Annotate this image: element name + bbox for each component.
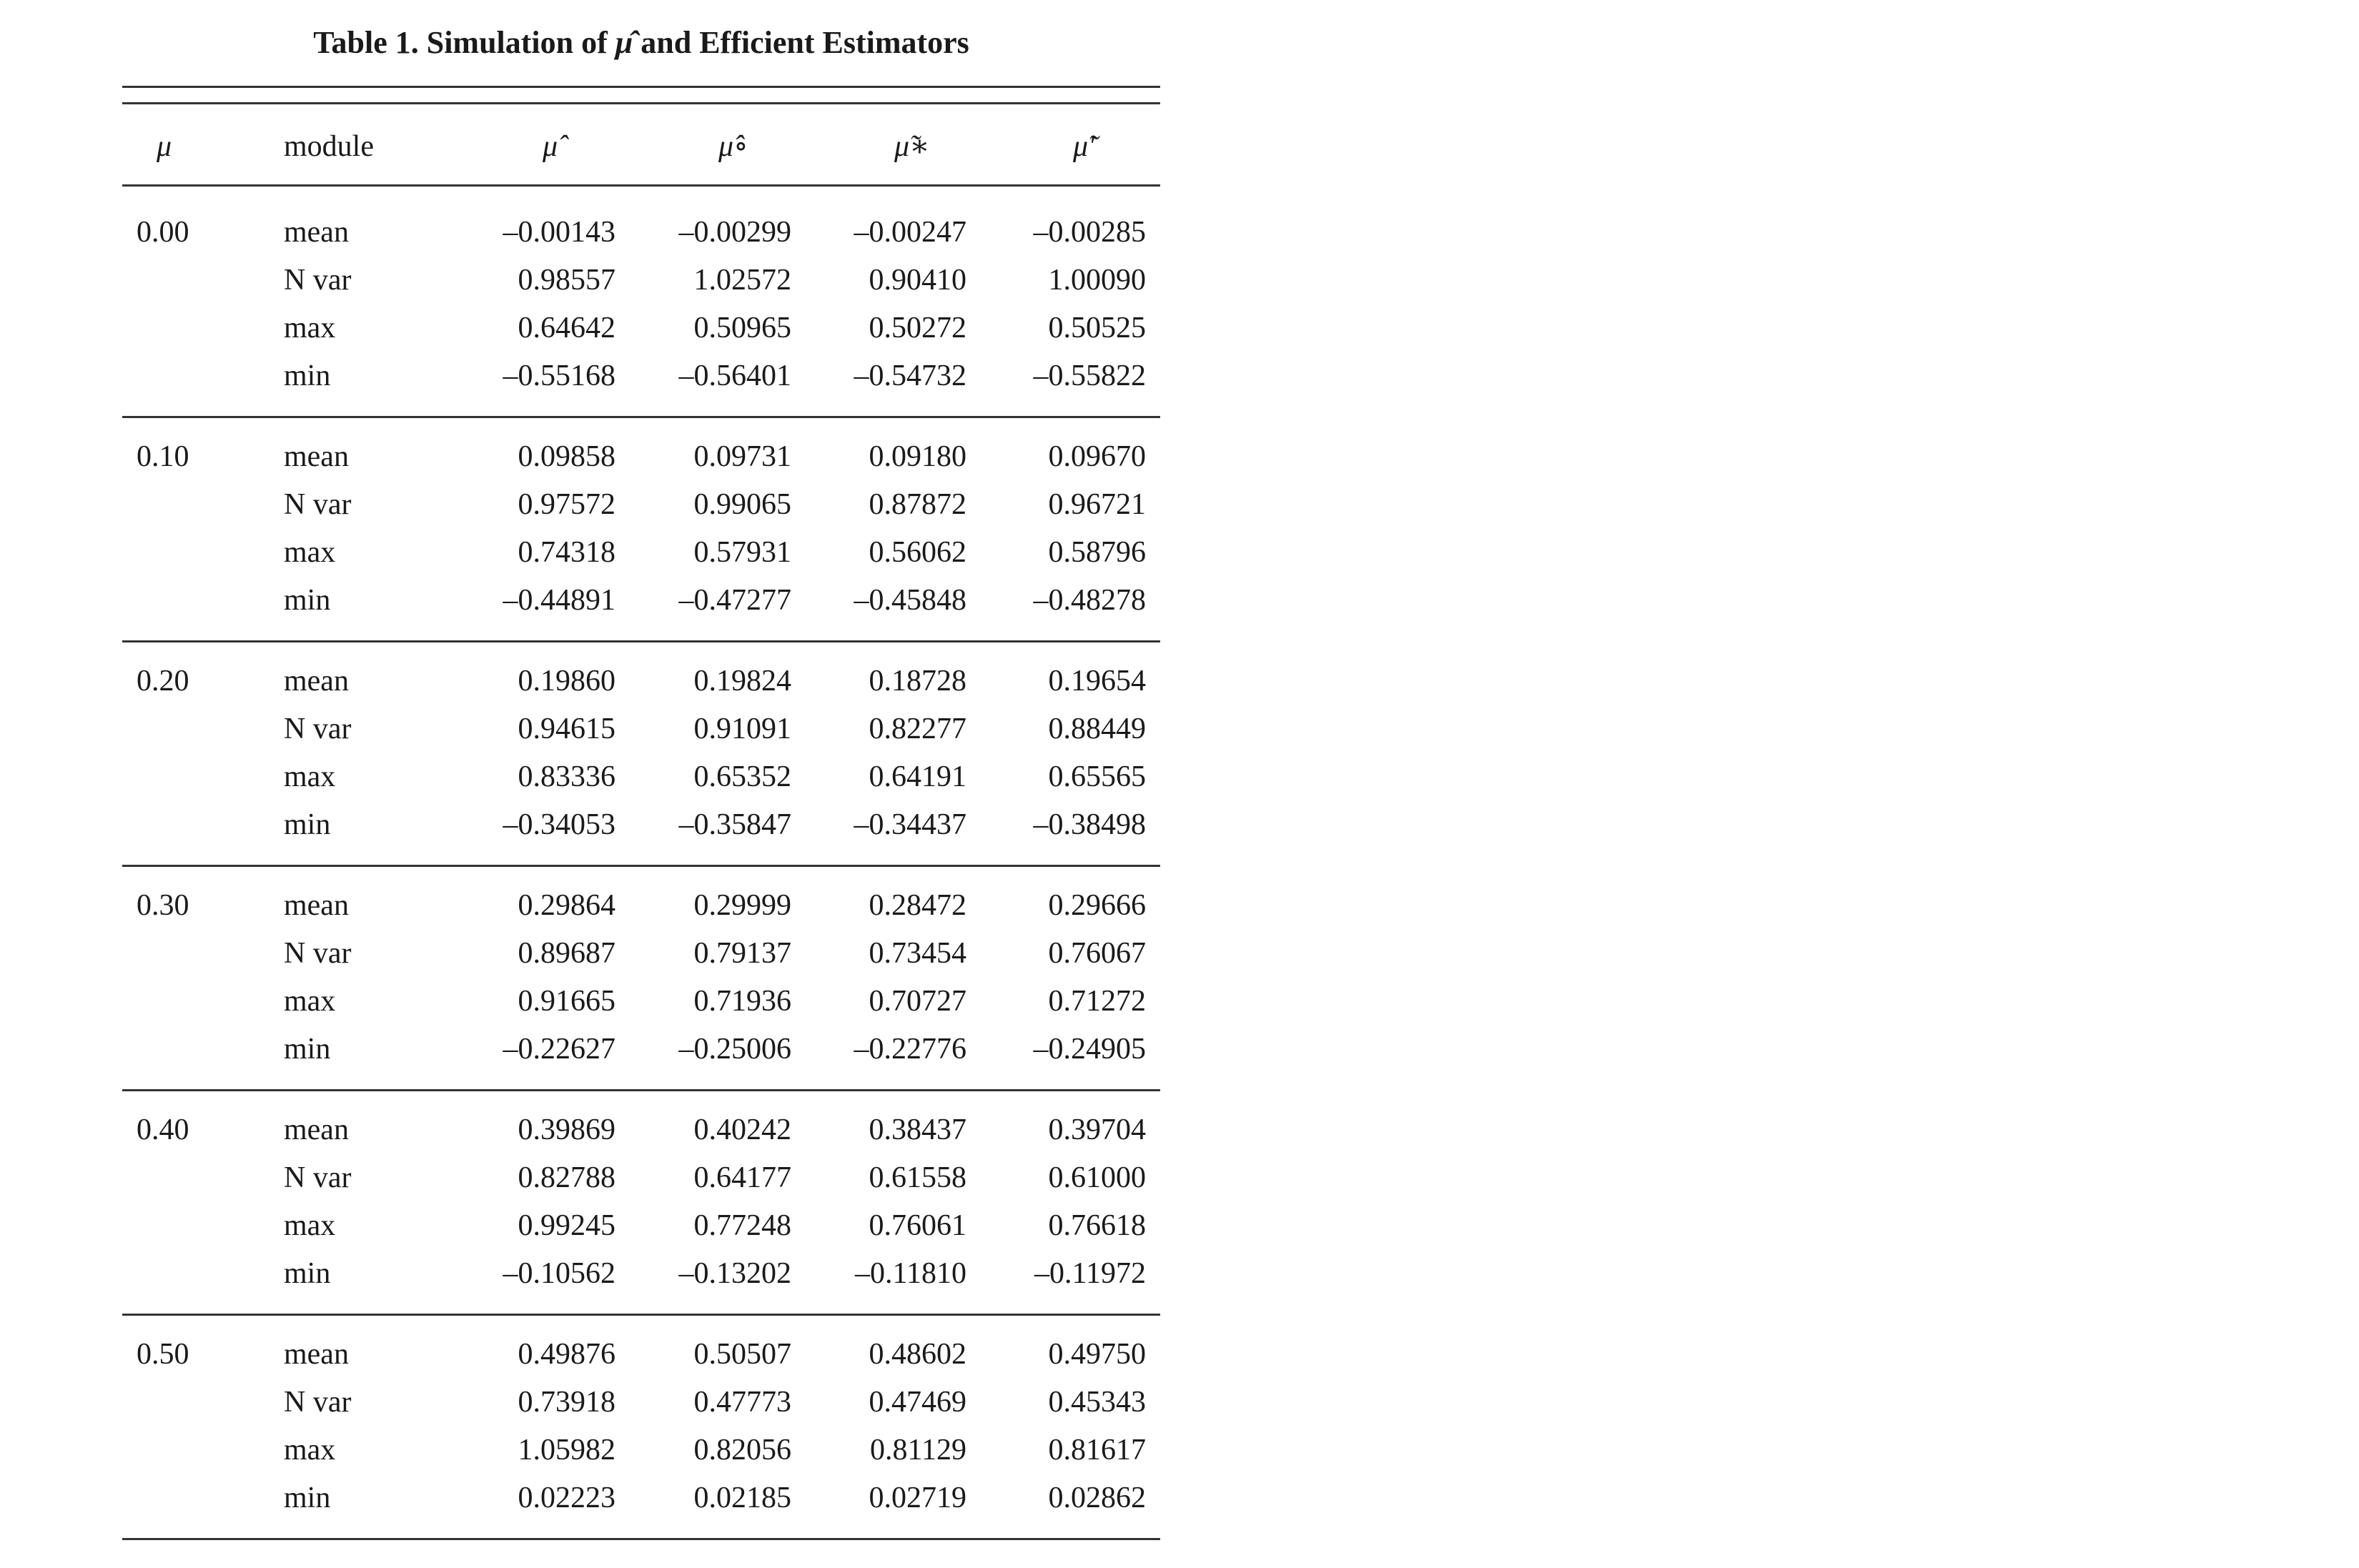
value-mu-tilde-star: 0.38437 (869, 1113, 966, 1146)
value-mu-hat-circ: 0.40242 (693, 1113, 791, 1146)
value-mu-hat: 0.91665 (518, 985, 615, 1018)
value-mu-hat: –0.34053 (503, 808, 615, 841)
value-mu-tilde-prime: 0.88449 (1048, 713, 1146, 745)
module-label: mean (284, 216, 349, 249)
header-mu-hat: μ̂ (543, 130, 558, 163)
value-mu-tilde-star: 0.87872 (869, 488, 966, 521)
value-mu-hat: 0.89687 (518, 937, 615, 970)
bottom-rule (122, 1538, 1160, 1540)
value-mu-tilde-prime: –0.11972 (1034, 1257, 1146, 1290)
module-label: min (284, 359, 331, 392)
value-mu-tilde-star: 0.18728 (869, 665, 966, 698)
value-mu-tilde-star: 0.70727 (869, 985, 966, 1018)
value-mu-tilde-prime: 0.58796 (1048, 536, 1146, 569)
value-mu-hat-circ: 0.77248 (693, 1209, 791, 1242)
value-mu-tilde-star: 0.64191 (869, 760, 966, 793)
value-mu-tilde-prime: 0.39704 (1048, 1113, 1146, 1146)
module-label: min (284, 1033, 331, 1066)
value-mu-tilde-star: 0.76061 (869, 1209, 966, 1242)
module-label: min (284, 1482, 331, 1514)
value-mu-tilde-star: –0.45848 (854, 584, 966, 617)
value-mu-tilde-prime: 0.45343 (1048, 1386, 1146, 1419)
group-separator-rule (122, 1314, 1160, 1316)
header-rule (122, 184, 1160, 187)
value-mu-hat: –0.10562 (503, 1257, 615, 1290)
group-separator-rule (122, 865, 1160, 867)
value-mu-tilde-prime: 0.76067 (1048, 937, 1146, 970)
value-mu-hat: 0.19860 (518, 665, 615, 698)
value-mu-tilde-prime: –0.38498 (1033, 808, 1146, 841)
value-mu-hat-circ: 0.19824 (693, 665, 791, 698)
value-mu-hat-circ: 0.82056 (693, 1434, 791, 1467)
header-module: module (284, 130, 374, 163)
value-mu-tilde-prime: 0.61000 (1048, 1161, 1146, 1194)
value-mu-hat: 0.02223 (518, 1482, 615, 1514)
module-label: N var (284, 264, 352, 297)
value-mu-tilde-star: 0.90410 (869, 264, 966, 297)
value-mu-hat-circ: 1.02572 (693, 264, 791, 297)
group-separator-rule (122, 640, 1160, 642)
value-mu-hat-circ: 0.29999 (693, 889, 791, 922)
value-mu-tilde-star: –0.54732 (854, 359, 966, 392)
value-mu-hat-circ: –0.47277 (678, 584, 791, 617)
group-separator-rule (122, 1089, 1160, 1091)
value-mu-tilde-star: 0.73454 (869, 937, 966, 970)
value-mu-tilde-prime: –0.48278 (1033, 584, 1146, 617)
mu-value: 0.10 (137, 440, 189, 473)
value-mu-hat-circ: –0.25006 (678, 1033, 791, 1066)
module-label: max (284, 536, 336, 569)
value-mu-tilde-prime: –0.00285 (1033, 216, 1146, 249)
value-mu-hat: –0.44891 (503, 584, 615, 617)
caption-estimator-symbol: μ̂ (615, 25, 633, 60)
module-label: mean (284, 440, 349, 473)
group-separator-rule (122, 416, 1160, 418)
value-mu-hat-circ: 0.99065 (693, 488, 791, 521)
value-mu-hat-circ: 0.64177 (693, 1161, 791, 1194)
module-label: max (284, 1434, 336, 1467)
top-rule (122, 86, 1160, 88)
value-mu-tilde-star: 0.48602 (869, 1338, 966, 1371)
value-mu-tilde-prime: 0.49750 (1048, 1338, 1146, 1371)
value-mu-tilde-star: 0.50272 (869, 312, 966, 344)
module-label: mean (284, 665, 349, 698)
value-mu-hat-circ: 0.91091 (693, 713, 791, 745)
header-mu: μ (157, 130, 172, 163)
value-mu-tilde-star: 0.47469 (869, 1386, 966, 1419)
header-mu-tilde-star: μ̃∗ (894, 130, 930, 163)
module-label: mean (284, 1338, 349, 1371)
module-label: max (284, 1209, 336, 1242)
module-label: max (284, 312, 336, 344)
value-mu-tilde-star: 0.56062 (869, 536, 966, 569)
value-mu-tilde-prime: 0.29666 (1048, 889, 1146, 922)
value-mu-hat-circ: 0.65352 (693, 760, 791, 793)
value-mu-hat: 0.97572 (518, 488, 615, 521)
value-mu-hat: 0.99245 (518, 1209, 615, 1242)
module-label: N var (284, 488, 352, 521)
module-label: N var (284, 713, 352, 745)
module-label: max (284, 760, 336, 793)
module-label: mean (284, 1113, 349, 1146)
mu-value: 0.50 (137, 1338, 189, 1371)
module-label: min (284, 584, 331, 617)
value-mu-tilde-prime: 0.81617 (1048, 1434, 1146, 1467)
value-mu-hat-circ: 0.50507 (693, 1338, 791, 1371)
mu-value: 0.00 (137, 216, 189, 249)
value-mu-hat: 0.74318 (518, 536, 615, 569)
caption-suffix: and Efficient Estimators (633, 25, 969, 60)
value-mu-hat: 0.39869 (518, 1113, 615, 1146)
value-mu-hat: 0.49876 (518, 1338, 615, 1371)
value-mu-tilde-star: 0.09180 (869, 440, 966, 473)
value-mu-tilde-star: 0.81129 (870, 1434, 966, 1467)
value-mu-hat-circ: –0.00299 (678, 216, 791, 249)
value-mu-tilde-star: 0.61558 (869, 1161, 966, 1194)
value-mu-tilde-prime: 0.09670 (1048, 440, 1146, 473)
value-mu-hat: 0.82788 (518, 1161, 615, 1194)
value-mu-tilde-prime: 0.50525 (1048, 312, 1146, 344)
value-mu-hat: –0.00143 (503, 216, 615, 249)
value-mu-hat-circ: 0.09731 (693, 440, 791, 473)
module-label: N var (284, 937, 352, 970)
module-label: min (284, 808, 331, 841)
module-label: N var (284, 1161, 352, 1194)
header-mu-tilde-prime: μ̃' (1073, 130, 1095, 163)
value-mu-hat: –0.22627 (503, 1033, 615, 1066)
value-mu-hat-circ: 0.02185 (693, 1482, 791, 1514)
value-mu-hat-circ: –0.35847 (678, 808, 791, 841)
module-label: N var (284, 1386, 352, 1419)
value-mu-hat-circ: 0.71936 (693, 985, 791, 1018)
value-mu-hat-circ: 0.57931 (693, 536, 791, 569)
value-mu-hat-circ: –0.13202 (678, 1257, 791, 1290)
value-mu-hat-circ: 0.47773 (693, 1386, 791, 1419)
value-mu-hat: 0.29864 (518, 889, 615, 922)
value-mu-hat: 0.09858 (518, 440, 615, 473)
value-mu-tilde-prime: –0.55822 (1033, 359, 1146, 392)
module-label: min (284, 1257, 331, 1290)
value-mu-tilde-star: 0.28472 (869, 889, 966, 922)
table-caption (307, 21, 976, 64)
value-mu-tilde-star: –0.34437 (854, 808, 966, 841)
header-mu-hat-circ: μ̂∘ (718, 130, 748, 163)
value-mu-tilde-prime: 1.00090 (1048, 264, 1146, 297)
value-mu-hat: 0.64642 (518, 312, 615, 344)
value-mu-hat: –0.55168 (503, 359, 615, 392)
value-mu-tilde-prime: 0.71272 (1048, 985, 1146, 1018)
value-mu-tilde-prime: –0.24905 (1033, 1033, 1146, 1066)
value-mu-hat: 0.98557 (518, 264, 615, 297)
value-mu-hat-circ: 0.79137 (693, 937, 791, 970)
module-label: max (284, 985, 336, 1018)
caption-prefix: Table 1. Simulation of (313, 25, 615, 60)
mu-value: 0.40 (137, 1113, 189, 1146)
value-mu-tilde-star: 0.02719 (869, 1482, 966, 1514)
mu-value: 0.20 (137, 665, 189, 698)
value-mu-tilde-star: 0.82277 (869, 713, 966, 745)
mu-value: 0.30 (137, 889, 189, 922)
value-mu-tilde-prime: 0.02862 (1048, 1482, 1146, 1514)
value-mu-tilde-prime: 0.76618 (1048, 1209, 1146, 1242)
value-mu-tilde-prime: 0.19654 (1048, 665, 1146, 698)
value-mu-tilde-star: –0.11810 (855, 1257, 966, 1290)
value-mu-hat-circ: –0.56401 (678, 359, 791, 392)
value-mu-tilde-prime: 0.65565 (1048, 760, 1146, 793)
value-mu-tilde-prime: 0.96721 (1048, 488, 1146, 521)
value-mu-tilde-star: –0.22776 (854, 1033, 966, 1066)
value-mu-hat: 0.94615 (518, 713, 615, 745)
module-label: mean (284, 889, 349, 922)
value-mu-hat: 1.05982 (518, 1434, 615, 1467)
top-rule-second (122, 102, 1160, 104)
value-mu-tilde-star: –0.00247 (854, 216, 966, 249)
value-mu-hat-circ: 0.50965 (693, 312, 791, 344)
value-mu-hat: 0.73918 (518, 1386, 615, 1419)
value-mu-hat: 0.83336 (518, 760, 615, 793)
